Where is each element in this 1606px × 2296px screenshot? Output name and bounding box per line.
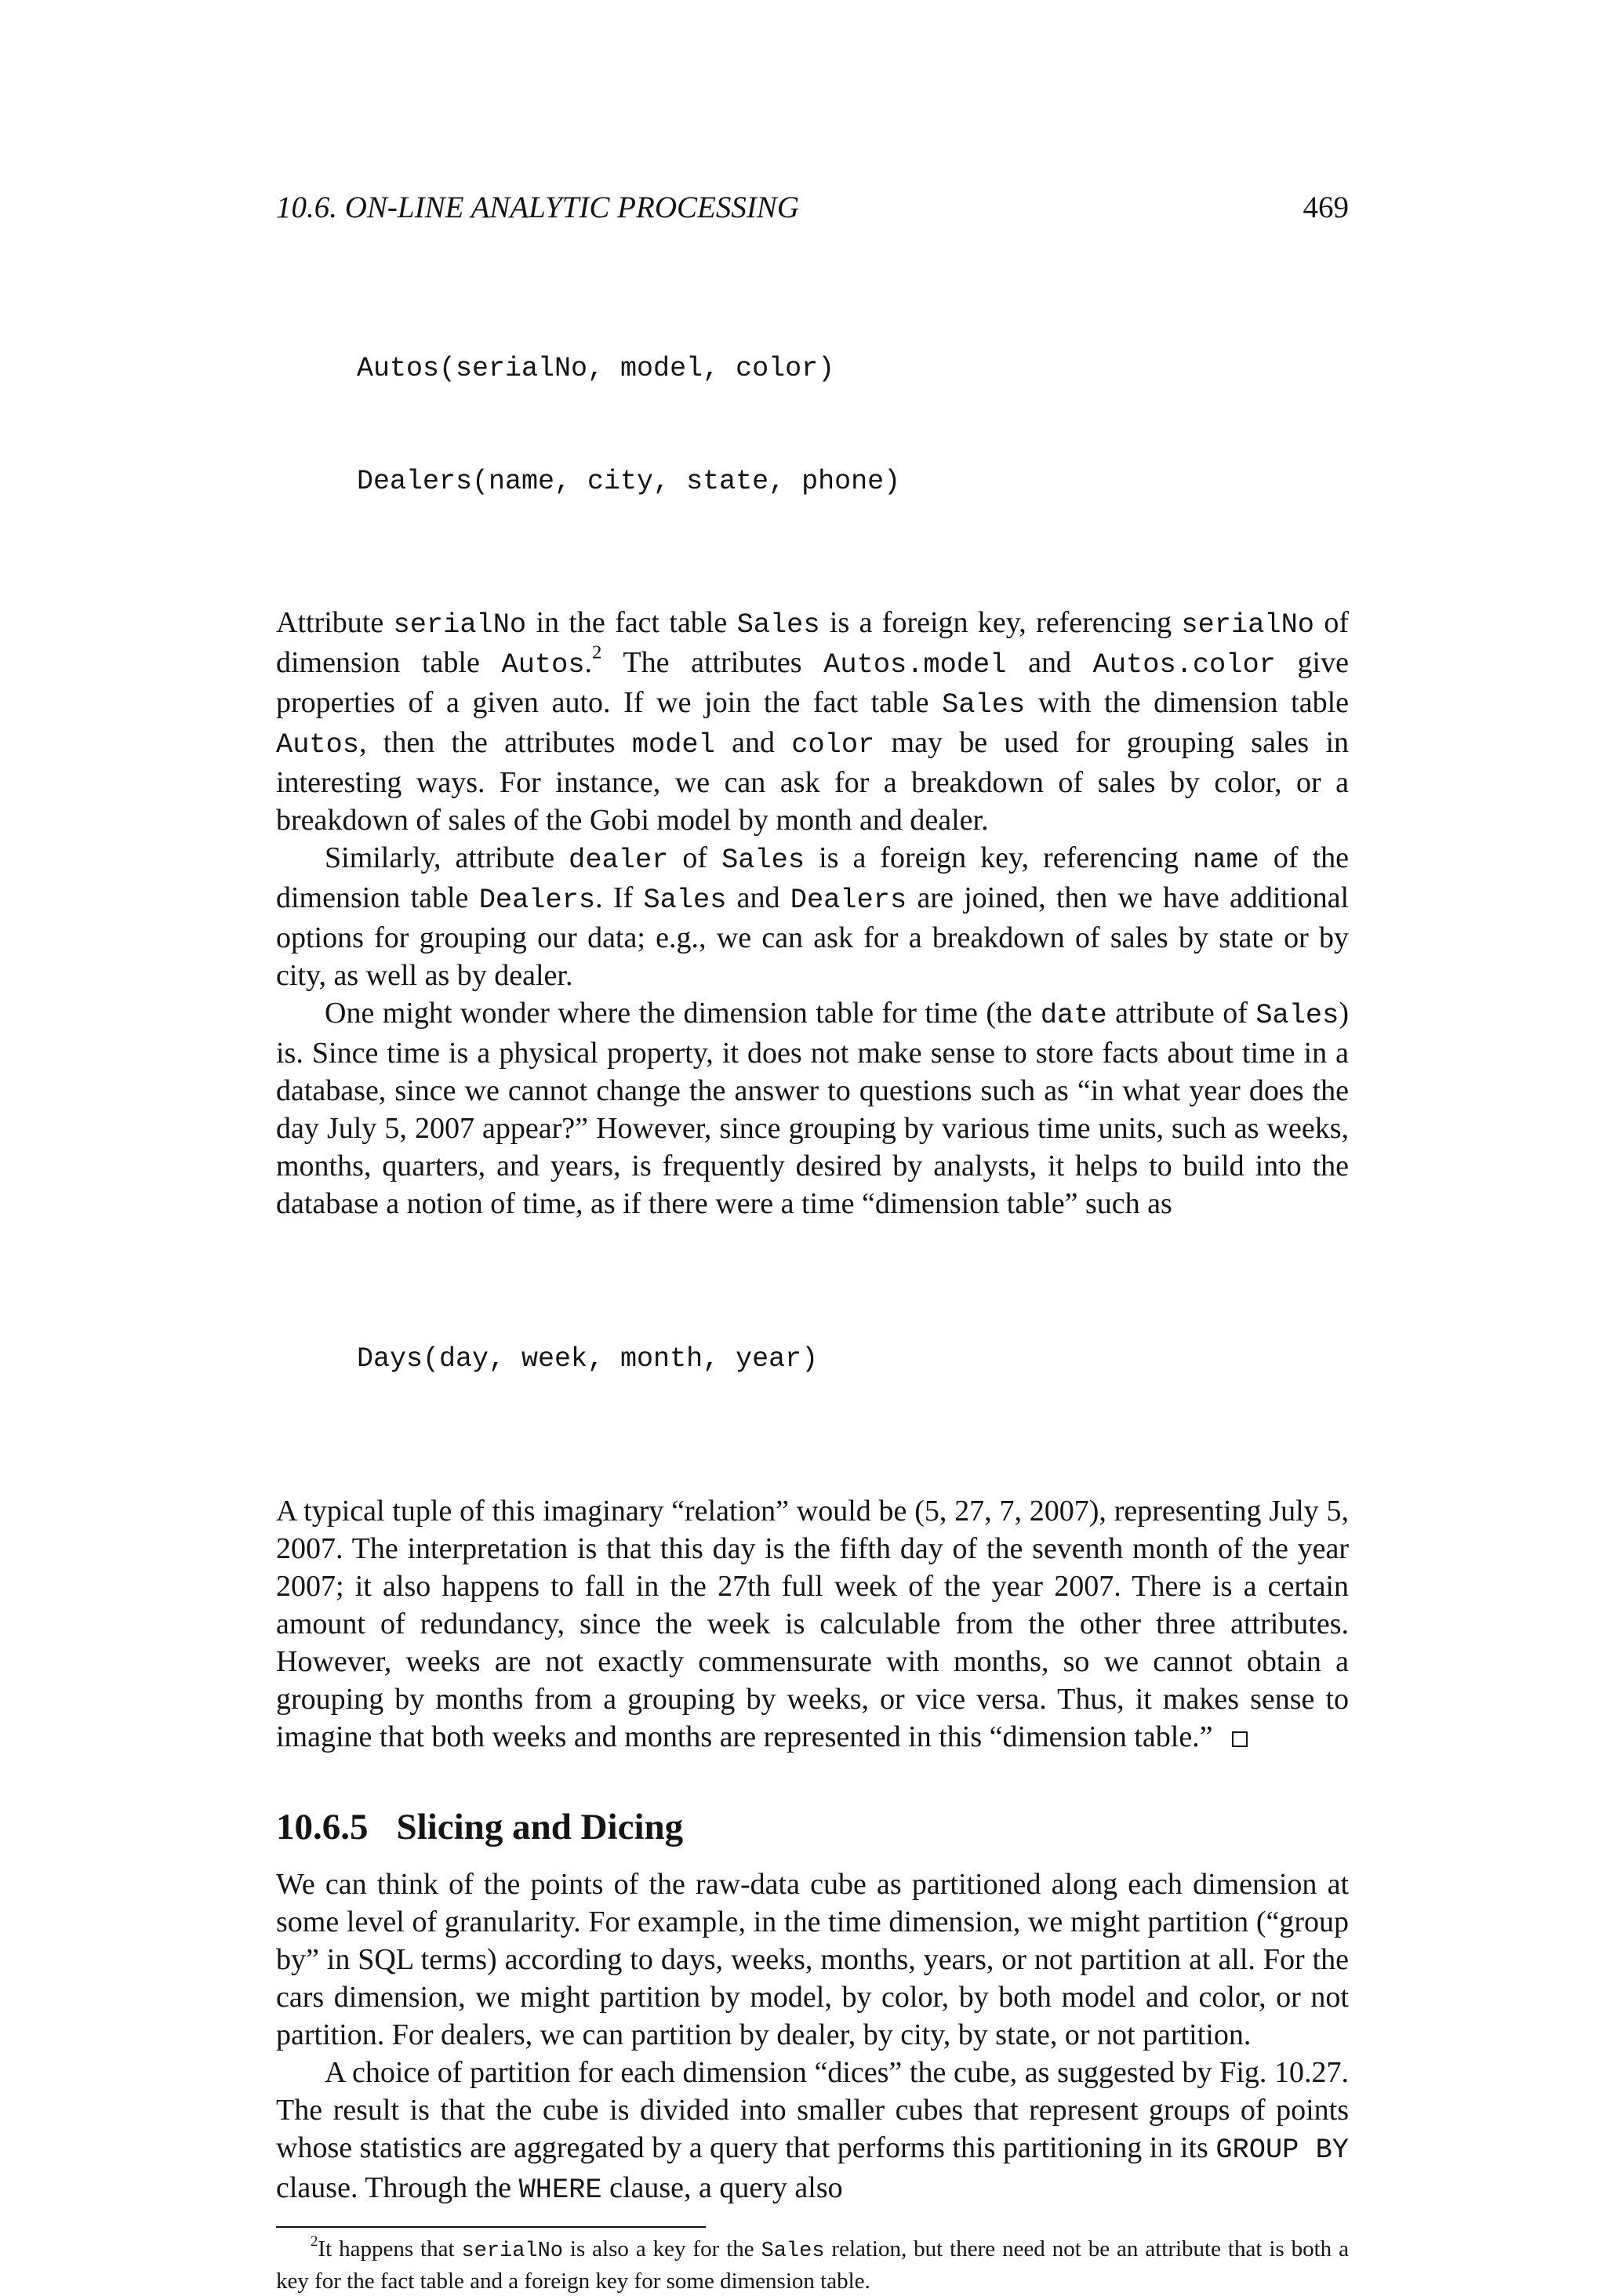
code-term: Autos xyxy=(501,649,585,681)
text: and xyxy=(726,881,790,914)
code-term: Sales xyxy=(761,2239,825,2263)
paragraph-2 xyxy=(276,839,1349,994)
text: . If xyxy=(595,881,644,914)
text: Attribute xyxy=(276,606,394,639)
text: with the dimension table xyxy=(1025,686,1349,719)
code-term: Autos xyxy=(276,729,360,761)
code-term: Sales xyxy=(942,689,1026,721)
paragraph-6 xyxy=(276,2054,1349,2209)
code-term: WHERE xyxy=(518,2174,602,2206)
dealers-schema: Dealers(name, city, state, phone) xyxy=(357,466,901,497)
section-heading xyxy=(276,1807,1349,1848)
text: give properties of a given auto. If we join the fact table xyxy=(276,646,1349,719)
running-head xyxy=(276,192,1349,223)
section-title: Slicing and Dicing xyxy=(396,1807,684,1847)
code-term: name xyxy=(1193,845,1259,876)
text: and xyxy=(714,726,792,759)
code-term: Dealers xyxy=(478,885,596,916)
code-term: date xyxy=(1040,1000,1107,1031)
footnote-divider xyxy=(276,2226,706,2228)
text: attribute of xyxy=(1106,997,1256,1030)
code-term: Autos.color xyxy=(1092,649,1276,681)
code-term: dealer xyxy=(569,845,669,876)
text: are joined, then we have additional options for grouping our data; e.g., we can ask for a breakdown of sales by state or by city, as well as by dealer. xyxy=(276,881,1349,992)
code-term: serialNo xyxy=(1181,609,1315,641)
code-term: model xyxy=(631,729,715,761)
text: A choice of partition for each dimension “dices” the cube, as suggested by Fig. 10.27. The result is that the cube is divided into smaller cubes that represent groups of points whose statistics are aggregated by a query that performs this partitioning in its xyxy=(276,2055,1349,2164)
book-page xyxy=(276,192,1349,2296)
footnote xyxy=(276,2234,1349,2296)
text: may be used for grouping sales in interesting ways. For instance, we can ask for a breakdown of sales by color, or a breakdown of sales of the Gobi model by month and dealer. xyxy=(276,726,1349,837)
section-number: 10.6.5 xyxy=(276,1807,369,1847)
code-term: color xyxy=(791,729,875,761)
text: A typical tuple of this imaginary “relation” would be (5, 27, 7, 2007), representing July 5, 2007. The interpretation is that this day is the fifth day of the seventh month of the year 2007; it also happens to fall in the 27th full week of the year 2007. There is a certain amount of redundancy, since the week is calculable from the other three attributes. However, weeks are not exactly commensurate with months, so we cannot obtain a grouping by months from a grouping by weeks, or vice versa. Thus, it makes sense to imagine that both weeks and months are represented in this “dimension table.” xyxy=(276,1495,1349,1753)
text: , then the attributes xyxy=(359,726,632,759)
text: of dimension table xyxy=(276,606,1350,679)
end-of-example-square-icon xyxy=(1232,1731,1248,1747)
text: relation, but there need not be an attribute that is both a key for the fact table and a foreign key for some dimension table. xyxy=(276,2236,1349,2294)
code-term: Autos.model xyxy=(823,649,1007,681)
paragraph-3 xyxy=(276,994,1349,1222)
code-term: GROUP BY xyxy=(1215,2134,1349,2166)
code-term: Sales xyxy=(643,885,727,916)
code-term: Sales xyxy=(1255,1000,1339,1031)
text: is a foreign key, referencing xyxy=(819,606,1182,639)
text: One might wonder where the dimension table for time (the xyxy=(325,997,1041,1030)
text: in the fact table xyxy=(526,606,737,639)
text: . xyxy=(584,646,593,679)
paragraph-5 xyxy=(276,1866,1349,2054)
text: of xyxy=(668,841,722,874)
code-term: serialNo xyxy=(393,609,527,641)
text: of the dimension table xyxy=(276,841,1350,914)
text: Similarly, attribute xyxy=(325,841,569,874)
days-schema: Days(day, week, month, year) xyxy=(357,1343,819,1375)
text: is also a key for the xyxy=(562,2236,761,2261)
schema-code-block xyxy=(276,274,1349,576)
text: We can think of the points of the raw-data cube as partitioned along each dimension at some level of granularity. For example, in the time dimension, we might partition (“group by” in SQL terms) according to days, weeks, months, years, or not partition at all. For the cars dimension, we might partition by model, by color, by both model and color, or not partition. For dealers, we can partition by dealer, by city, by state, or not partition. xyxy=(276,1867,1349,2051)
days-schema-code-block xyxy=(276,1265,1349,1453)
text: clause, a query also xyxy=(601,2171,843,2204)
text: clause. Through the xyxy=(276,2171,519,2204)
code-term: serialNo xyxy=(461,2239,563,2263)
text: and xyxy=(1006,646,1093,679)
text: is a foreign key, referencing xyxy=(805,841,1194,874)
footnote-marker: 2 xyxy=(311,2232,318,2250)
code-term: Dealers xyxy=(790,885,907,916)
code-term: Sales xyxy=(721,845,805,876)
page-number: 469 xyxy=(1303,191,1349,224)
text: The attributes xyxy=(601,646,824,679)
running-head-title: 10.6. ON-LINE ANALYTIC PROCESSING xyxy=(276,191,799,224)
text: ) is. Since time is a physical property, it does not make sense to store facts about time in a database, since we cannot change the answer to questions such as “in what year does the day July 5, 2007 appear?” However, since grouping by various time units, such as weeks, months, quarters, and years, is frequently desired by analysts, it helps to build into the database a notion of time, as if there were a time “dimension table” such as xyxy=(276,997,1349,1220)
footnote-marker: 2 xyxy=(592,641,602,663)
paragraph-4 xyxy=(276,1492,1349,1756)
paragraph-1 xyxy=(276,604,1349,839)
code-term: Sales xyxy=(736,609,820,641)
text: It happens that xyxy=(318,2236,462,2261)
autos-schema: Autos(serialNo, model, color) xyxy=(357,353,835,384)
